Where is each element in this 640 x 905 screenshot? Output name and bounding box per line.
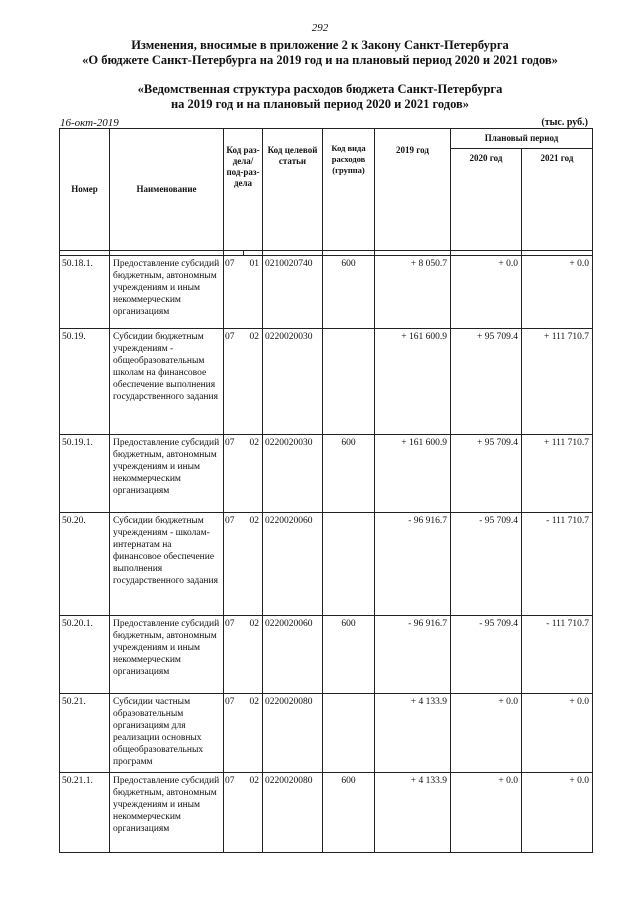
row-2021: + 0.0 — [522, 694, 593, 773]
row-2020: + 0.0 — [451, 256, 522, 329]
row-2019: + 161 600.9 — [375, 435, 451, 513]
subtitle-line-2: на 2019 год и на плановый период 2020 и 2021 годов» — [170, 97, 470, 111]
row-expense-code: 600 — [323, 256, 375, 329]
document-subtitle — [0, 82, 640, 112]
table-row — [60, 513, 593, 616]
row-2020: - 95 709.4 — [451, 513, 522, 616]
row-2021: + 0.0 — [522, 256, 593, 329]
row-subsection: 02 — [244, 773, 263, 853]
header-name: Наименование — [110, 129, 224, 251]
header-expense-code: Код вида расходов (группа) — [323, 129, 375, 251]
row-expense-code: 600 — [323, 435, 375, 513]
row-name: Субсидии частным образовательным организациям для реализации основных общеобразовательных программ — [110, 694, 224, 773]
table-row — [60, 329, 593, 435]
row-2019: - 96 916.7 — [375, 616, 451, 694]
row-name: Предоставление субсидий бюджетным, автономным учреждениям и иным некоммерческим организациям — [110, 616, 224, 694]
row-target-code: 0220020030 — [263, 329, 323, 435]
row-subsection: 02 — [244, 513, 263, 616]
header-target-code: Код целевой статьи — [263, 129, 323, 251]
row-expense-code — [323, 694, 375, 773]
row-number: 50.19. — [60, 329, 110, 435]
row-2019: + 4 133.9 — [375, 773, 451, 853]
row-section: 07 — [224, 694, 244, 773]
row-target-code: 0210020740 — [263, 256, 323, 329]
table-row — [60, 616, 593, 694]
header-planned-period: Плановый период — [451, 129, 593, 149]
row-target-code: 0220020060 — [263, 616, 323, 694]
header-2019: 2019 год — [375, 129, 451, 251]
row-2019: + 161 600.9 — [375, 329, 451, 435]
row-target-code: 0220020060 — [263, 513, 323, 616]
document-title — [0, 38, 640, 68]
row-number: 50.20. — [60, 513, 110, 616]
row-target-code: 0220020080 — [263, 694, 323, 773]
row-expense-code — [323, 329, 375, 435]
units-label: (тыс. руб.) — [541, 117, 588, 128]
row-expense-code: 600 — [323, 773, 375, 853]
row-number: 50.21.1. — [60, 773, 110, 853]
row-name: Предоставление субсидий бюджетным, автономным учреждениям и иным некоммерческим организациям — [110, 435, 224, 513]
row-2020: + 0.0 — [451, 694, 522, 773]
row-name: Предоставление субсидий бюджетным, автономным учреждениям и иным некоммерческим организациям — [110, 256, 224, 329]
row-section: 07 — [224, 513, 244, 616]
row-subsection: 02 — [244, 616, 263, 694]
row-subsection: 02 — [244, 694, 263, 773]
title-line-1: Изменения, вносимые в приложение 2 к Закону Санкт-Петербурга — [131, 38, 509, 52]
page-number: 292 — [311, 22, 329, 34]
row-target-code: 0220020030 — [263, 435, 323, 513]
row-section: 07 — [224, 435, 244, 513]
row-2019: + 4 133.9 — [375, 694, 451, 773]
table-row — [60, 773, 593, 853]
row-2021: + 111 710.7 — [522, 435, 593, 513]
row-2019: + 8 050.7 — [375, 256, 451, 329]
title-line-2: «О бюджете Санкт-Петербурга на 2019 год и на плановый период 2020 и 2021 годов» — [82, 53, 558, 67]
row-number: 50.21. — [60, 694, 110, 773]
document-date: 16-окт-2019 — [60, 117, 119, 129]
row-subsection: 01 — [244, 256, 263, 329]
row-2021: + 0.0 — [522, 773, 593, 853]
subtitle-line-1: «Ведомственная структура расходов бюджета Санкт-Петербурга — [137, 82, 503, 96]
row-2020: + 95 709.4 — [451, 435, 522, 513]
row-2021: - 111 710.7 — [522, 513, 593, 616]
row-section: 07 — [224, 616, 244, 694]
row-name: Субсидии бюджетным учреждениям - школам-интернатам на финансовое обеспечение выполнения государственного задания — [110, 513, 224, 616]
row-expense-code — [323, 513, 375, 616]
row-2020: + 0.0 — [451, 773, 522, 853]
budget-table — [59, 128, 593, 853]
row-2019: - 96 916.7 — [375, 513, 451, 616]
header-2021: 2021 год — [522, 149, 593, 251]
row-2021: - 111 710.7 — [522, 616, 593, 694]
row-name: Субсидии бюджетным учреждениям - общеобразовательным школам на финансовое обеспечение выполнения государственного задания — [110, 329, 224, 435]
header-number: Номер — [60, 129, 110, 251]
table-row — [60, 256, 593, 329]
row-subsection: 02 — [244, 435, 263, 513]
header-section-code: Код раз-дела/ под-раз-дела — [224, 129, 263, 251]
table-row — [60, 435, 593, 513]
row-2020: - 95 709.4 — [451, 616, 522, 694]
row-2021: + 111 710.7 — [522, 329, 593, 435]
table-row — [60, 694, 593, 773]
row-section: 07 — [224, 329, 244, 435]
row-name: Предоставление субсидий бюджетным, автономным учреждениям и иным некоммерческим организациям — [110, 773, 224, 853]
row-2020: + 95 709.4 — [451, 329, 522, 435]
row-section: 07 — [224, 773, 244, 853]
row-section: 07 — [224, 256, 244, 329]
row-target-code: 0220020080 — [263, 773, 323, 853]
row-number: 50.20.1. — [60, 616, 110, 694]
row-number: 50.19.1. — [60, 435, 110, 513]
row-number: 50.18.1. — [60, 256, 110, 329]
row-subsection: 02 — [244, 329, 263, 435]
row-expense-code: 600 — [323, 616, 375, 694]
header-2020: 2020 год — [451, 149, 522, 251]
